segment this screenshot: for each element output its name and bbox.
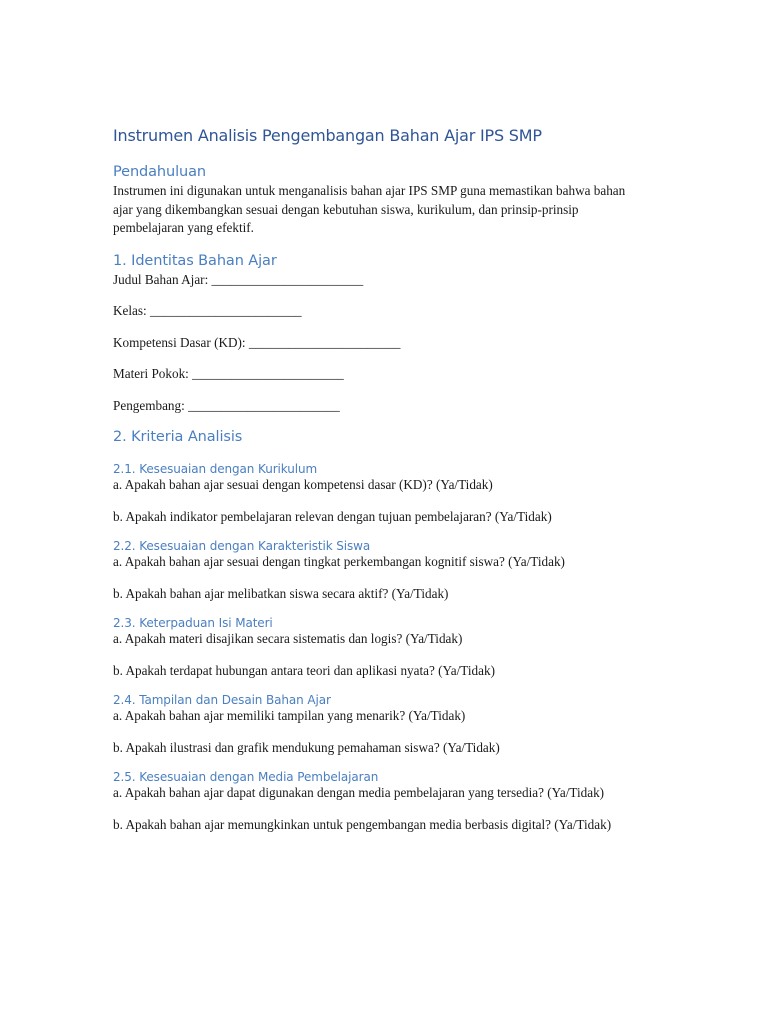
field-kompetensi-dasar[interactable]: Kompetensi Dasar (KD): _______________________	[113, 334, 401, 350]
subsection-heading-2-3: 2.3. Keterpaduan Isi Materi	[113, 616, 273, 630]
criteria-item: a. Apakah bahan ajar sesuai dengan tingkat perkembangan kognitif siswa? (Ya/Tidak)	[113, 554, 565, 569]
section1-heading: 1. Identitas Bahan Ajar	[113, 252, 277, 269]
subsection-heading-2-2: 2.2. Kesesuaian dengan Karakteristik Siswa	[113, 539, 371, 553]
criteria-item: a. Apakah bahan ajar sesuai dengan kompetensi dasar (KD)? (Ya/Tidak)	[113, 477, 493, 492]
document-body	[113, 122, 653, 834]
intro-text: Instrumen ini digunakan untuk menganalisis bahan ajar IPS SMP guna memastikan bahwa bahan ajar yang dikembangkan sesuai dengan kebutuhan siswa, kurikulum, dan prinsip-prinsip pembelajaran yang efektif.	[113, 183, 626, 235]
subsection-heading-2-5: 2.5. Kesesuaian dengan Media Pembelajaran	[113, 770, 379, 784]
field-judul[interactable]: Judul Bahan Ajar: _______________________	[113, 271, 364, 287]
criteria-item: b. Apakah ilustrasi dan grafik mendukung pemahaman siswa? (Ya/Tidak)	[113, 739, 500, 755]
document-title: Instrumen Analisis Pengembangan Bahan Ajar IPS SMP	[113, 126, 542, 145]
field-kelas[interactable]: Kelas: _______________________	[113, 303, 302, 318]
section2-heading: 2. Kriteria Analisis	[113, 429, 243, 445]
intro-heading: Pendahuluan	[113, 164, 207, 180]
field-pengembang[interactable]: Pengembang: _______________________	[113, 397, 340, 413]
criteria-item: b. Apakah terdapat hubungan antara teori dan aplikasi nyata? (Ya/Tidak)	[113, 662, 495, 678]
criteria-item: b. Apakah indikator pembelajaran relevan dengan tujuan pembelajaran? (Ya/Tidak)	[113, 508, 552, 524]
criteria-item: b. Apakah bahan ajar melibatkan siswa secara aktif? (Ya/Tidak)	[113, 585, 449, 601]
criteria-item: a. Apakah bahan ajar memiliki tampilan yang menarik? (Ya/Tidak)	[113, 708, 466, 723]
subsection-heading-2-1: 2.1. Kesesuaian dengan Kurikulum	[113, 462, 318, 476]
field-materi-pokok[interactable]: Materi Pokok: _______________________	[113, 366, 344, 381]
subsection-heading-2-4: 2.4. Tampilan dan Desain Bahan Ajar	[113, 693, 331, 707]
criteria-item: a. Apakah bahan ajar dapat digunakan dengan media pembelajaran yang tersedia? (Ya/Tidak)	[113, 785, 605, 800]
criteria-item: b. Apakah bahan ajar memungkinkan untuk pengembangan media berbasis digital? (Ya/Tidak)	[113, 816, 612, 832]
criteria-item: a. Apakah materi disajikan secara sistematis dan logis? (Ya/Tidak)	[113, 631, 463, 646]
